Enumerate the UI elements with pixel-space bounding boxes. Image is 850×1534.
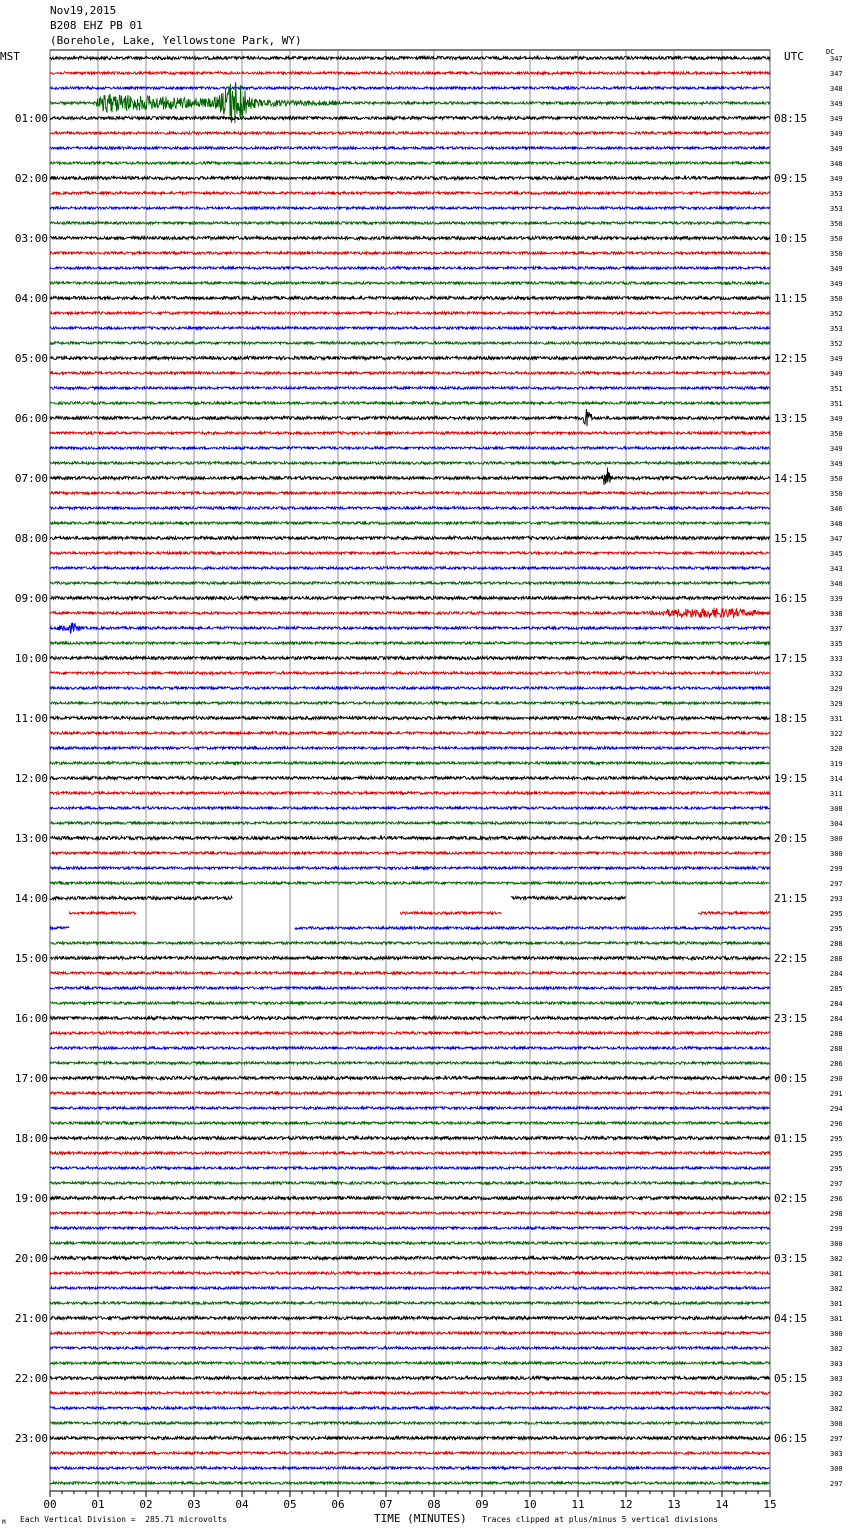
dc-offset-label: 302	[830, 1405, 843, 1413]
vertical-division-note: Each Vertical Division = 285.71 microvolts	[20, 1515, 228, 1524]
hour-label-mst: 08:00	[14, 532, 48, 545]
hour-label-utc: 11:15	[774, 292, 808, 305]
hour-label-mst: 20:00	[14, 1252, 48, 1265]
seismic-trace	[50, 1047, 770, 1050]
hour-label-utc: 17:15	[774, 652, 808, 665]
hour-label-mst: 13:00	[14, 832, 48, 845]
dc-offset-label: 340	[830, 580, 843, 588]
seismic-trace	[50, 1392, 770, 1395]
right-axis-title: UTC	[784, 50, 804, 63]
dc-offset-label: 290	[830, 1075, 843, 1083]
dc-offset-label: 299	[830, 1225, 843, 1233]
dc-offset-label: 350	[830, 430, 843, 438]
dc-offset-label: 291	[830, 1090, 843, 1098]
seismic-trace	[50, 1436, 770, 1439]
seismic-trace	[50, 507, 770, 510]
x-tick-label: 08	[427, 1498, 441, 1511]
dc-offset-label: 284	[830, 1015, 843, 1023]
hour-label-utc: 10:15	[774, 232, 808, 245]
dc-offset-label: 350	[830, 295, 843, 303]
dc-offset-label: 332	[830, 670, 843, 678]
dc-offset-label: 335	[830, 640, 843, 648]
seismic-trace	[50, 882, 770, 885]
seismic-trace	[50, 582, 770, 585]
seismic-trace	[50, 1422, 770, 1425]
dc-offset-label: 288	[830, 955, 843, 963]
dc-offset-label: 349	[830, 445, 843, 453]
dc-offset-label: 294	[830, 1105, 843, 1113]
dc-offset-label: 319	[830, 760, 843, 768]
seismic-trace	[50, 567, 770, 570]
hour-label-mst: 23:00	[14, 1432, 48, 1445]
dc-offset-label: 352	[830, 340, 843, 348]
x-tick-label: 13	[667, 1498, 681, 1511]
seismic-trace	[50, 252, 770, 255]
seismic-trace	[50, 822, 770, 825]
dc-offset-label: 303	[830, 1375, 843, 1383]
seismic-trace	[50, 72, 770, 75]
seismic-trace	[50, 1332, 770, 1335]
seismic-trace	[50, 87, 770, 90]
seismic-trace	[50, 468, 770, 485]
x-tick-label: 09	[475, 1498, 489, 1511]
seismic-trace	[50, 1272, 770, 1275]
corner-mark: M	[2, 1519, 6, 1526]
dc-offset-label: 349	[830, 355, 843, 363]
x-axis-title: TIME (MINUTES)	[374, 1512, 467, 1525]
hour-label-mst: 09:00	[14, 592, 48, 605]
hour-label-mst: 17:00	[14, 1072, 48, 1085]
hour-label-mst: 06:00	[14, 412, 48, 425]
hour-label-utc: 04:15	[774, 1312, 808, 1325]
seismic-trace	[400, 912, 501, 915]
hour-label-utc: 18:15	[774, 712, 808, 725]
dc-offset-label: 349	[830, 370, 843, 378]
dc-offset-label: 300	[830, 1420, 843, 1428]
seismic-trace	[50, 1182, 770, 1185]
dc-offset-label: 314	[830, 775, 843, 783]
seismic-trace	[50, 747, 770, 750]
header-location: (Borehole, Lake, Yellowstone Park, WY)	[50, 34, 302, 47]
dc-offset-label: 333	[830, 655, 843, 663]
hour-label-utc: 06:15	[774, 1432, 808, 1445]
dc-offset-label: 349	[830, 130, 843, 138]
dc-offset-label: 297	[830, 1480, 843, 1488]
hour-label-mst: 22:00	[14, 1372, 48, 1385]
seismic-trace	[50, 1167, 770, 1170]
dc-offset-label: 295	[830, 925, 843, 933]
seismic-trace	[50, 1242, 770, 1245]
dc-offset-label: 298	[830, 1210, 843, 1218]
dc-offset-label: 349	[830, 115, 843, 123]
dc-offset-label: 329	[830, 700, 843, 708]
dc-offset-label: 300	[830, 1330, 843, 1338]
dc-offset-label: 297	[830, 1435, 843, 1443]
dc-offset-label: 353	[830, 190, 843, 198]
dc-offset-label: 303	[830, 1360, 843, 1368]
seismic-trace	[50, 192, 770, 195]
seismic-trace	[50, 608, 770, 618]
dc-offset-label: 293	[830, 895, 843, 903]
dc-offset-label: 347	[830, 535, 843, 543]
dc-offset-label: 300	[830, 850, 843, 858]
x-tick-label: 03	[187, 1498, 201, 1511]
seismic-trace	[50, 327, 770, 330]
x-tick-label: 00	[43, 1498, 57, 1511]
seismic-trace	[50, 1016, 770, 1019]
seismic-trace	[50, 762, 770, 765]
hour-label-mst: 05:00	[14, 352, 48, 365]
seismic-trace	[50, 387, 770, 390]
dc-offset-label: 285	[830, 985, 843, 993]
x-tick-label: 06	[331, 1498, 345, 1511]
hour-label-mst: 18:00	[14, 1132, 48, 1145]
x-tick-label: 02	[139, 1498, 153, 1511]
seismic-trace	[69, 912, 136, 915]
seismic-trace	[50, 312, 770, 315]
seismic-trace	[50, 1302, 770, 1305]
seismic-trace	[50, 1212, 770, 1215]
dc-offset-label: 295	[830, 1150, 843, 1158]
x-tick-label: 11	[571, 1498, 585, 1511]
seismic-trace	[50, 972, 770, 975]
seismic-trace	[50, 1136, 770, 1139]
hour-label-mst: 15:00	[14, 952, 48, 965]
seismic-trace	[295, 927, 770, 930]
hour-label-utc: 01:15	[774, 1132, 808, 1145]
hour-label-mst: 07:00	[14, 472, 48, 485]
hour-label-mst: 12:00	[14, 772, 48, 785]
hour-label-utc: 00:15	[774, 1072, 808, 1085]
hour-label-mst: 04:00	[14, 292, 48, 305]
dc-offset-label: 295	[830, 1135, 843, 1143]
dc-offset-label: 338	[830, 610, 843, 618]
seismic-trace	[50, 687, 770, 690]
seismic-trace	[50, 1076, 770, 1079]
dc-label: DC	[826, 48, 835, 56]
dc-offset-label: 295	[830, 1165, 843, 1173]
clip-note: Traces clipped at plus/minus 5 vertical divisions	[482, 1515, 719, 1524]
seismic-trace	[50, 132, 770, 135]
header-station: B208 EHZ PB 01	[50, 19, 143, 32]
seismic-trace	[50, 987, 770, 990]
dc-offset-label: 349	[830, 145, 843, 153]
dc-offset-label: 301	[830, 1270, 843, 1278]
dc-offset-label: 350	[830, 475, 843, 483]
hour-label-mst: 01:00	[14, 112, 48, 125]
seismic-trace	[50, 372, 770, 375]
dc-offset-label: 301	[830, 1315, 843, 1323]
hour-label-utc: 05:15	[774, 1372, 808, 1385]
hour-label-mst: 02:00	[14, 172, 48, 185]
dc-offset-label: 302	[830, 1345, 843, 1353]
hour-label-utc: 19:15	[774, 772, 808, 785]
seismic-trace	[50, 1362, 770, 1365]
seismic-trace	[50, 402, 770, 405]
seismic-trace	[50, 1062, 770, 1065]
dc-offset-label: 322	[830, 730, 843, 738]
seismic-trace	[50, 852, 770, 855]
dc-offset-label: 349	[830, 265, 843, 273]
seismic-trace	[50, 716, 770, 719]
dc-offset-label: 349	[830, 280, 843, 288]
seismic-trace	[50, 222, 770, 225]
hour-label-mst: 19:00	[14, 1192, 48, 1205]
dc-offset-label: 353	[830, 325, 843, 333]
dc-offset-label: 288	[830, 1030, 843, 1038]
seismic-trace	[50, 462, 770, 465]
seismic-trace	[50, 432, 770, 435]
seismic-trace	[50, 236, 770, 239]
x-tick-label: 05	[283, 1498, 297, 1511]
seismic-trace	[50, 672, 770, 675]
dc-offset-label: 297	[830, 880, 843, 888]
dc-offset-label: 300	[830, 835, 843, 843]
seismic-trace	[698, 912, 770, 915]
seismic-trace	[50, 702, 770, 705]
dc-offset-label: 302	[830, 1390, 843, 1398]
dc-offset-label: 348	[830, 160, 843, 168]
seismic-trace	[50, 147, 770, 150]
dc-offset-label: 302	[830, 1285, 843, 1293]
seismic-trace	[50, 1347, 770, 1350]
dc-offset-label: 300	[830, 1465, 843, 1473]
seismic-trace	[50, 56, 770, 59]
dc-offset-label: 301	[830, 1300, 843, 1308]
seismic-trace	[50, 1287, 770, 1290]
seismic-trace	[50, 942, 770, 945]
seismic-trace	[50, 896, 232, 899]
dc-offset-label: 349	[830, 175, 843, 183]
dc-offset-label: 311	[830, 790, 843, 798]
seismic-trace	[50, 1376, 770, 1379]
x-tick-label: 07	[379, 1498, 393, 1511]
dc-offset-label: 337	[830, 625, 843, 633]
seismic-trace	[50, 642, 770, 645]
dc-offset-label: 300	[830, 1240, 843, 1248]
seismic-trace	[50, 116, 770, 119]
seismic-trace	[50, 1482, 770, 1485]
seismic-trace	[50, 447, 770, 450]
dc-offset-label: 348	[830, 85, 843, 93]
hour-label-utc: 08:15	[774, 112, 808, 125]
hour-label-mst: 16:00	[14, 1012, 48, 1025]
dc-offset-label: 284	[830, 1000, 843, 1008]
hour-label-mst: 21:00	[14, 1312, 48, 1325]
hour-label-utc: 02:15	[774, 1192, 808, 1205]
hour-label-utc: 13:15	[774, 412, 808, 425]
seismic-trace	[50, 1152, 770, 1155]
dc-offset-label: 296	[830, 1120, 843, 1128]
dc-offset-label: 304	[830, 820, 843, 828]
hour-label-mst: 03:00	[14, 232, 48, 245]
dc-offset-label: 349	[830, 415, 843, 423]
seismic-trace	[50, 596, 770, 599]
seismic-trace	[50, 807, 770, 810]
hour-label-utc: 16:15	[774, 592, 808, 605]
dc-offset-label: 302	[830, 1255, 843, 1263]
hour-label-utc: 14:15	[774, 472, 808, 485]
dc-offset-label: 308	[830, 805, 843, 813]
dc-offset-label: 303	[830, 1450, 843, 1458]
seismic-trace	[50, 1032, 770, 1035]
x-tick-label: 14	[715, 1498, 729, 1511]
dc-offset-label: 350	[830, 235, 843, 243]
dc-offset-label: 286	[830, 1060, 843, 1068]
header-date: Nov19,2015	[50, 4, 117, 17]
dc-offset-label: 339	[830, 595, 843, 603]
dc-offset-label: 350	[830, 250, 843, 258]
seismic-trace	[50, 1002, 770, 1005]
hour-label-mst: 14:00	[14, 892, 48, 905]
left-axis-title: MST	[0, 50, 20, 63]
x-tick-label: 04	[235, 1498, 249, 1511]
x-tick-label: 12	[619, 1498, 633, 1511]
seismic-trace	[50, 1107, 770, 1110]
dc-offset-label: 343	[830, 565, 843, 573]
seismic-trace	[50, 176, 770, 179]
seismic-trace	[511, 896, 626, 899]
x-tick-label: 01	[91, 1498, 105, 1511]
seismic-trace	[50, 836, 770, 839]
seismic-trace	[50, 1227, 770, 1230]
hour-label-utc: 20:15	[774, 832, 808, 845]
seismic-trace	[50, 342, 770, 345]
seismic-trace	[50, 623, 770, 633]
seismic-trace	[50, 927, 69, 930]
seismic-trace	[50, 162, 770, 165]
seismic-trace	[50, 536, 770, 539]
dc-offset-label: 351	[830, 400, 843, 408]
dc-offset-label: 353	[830, 205, 843, 213]
dc-offset-label: 350	[830, 490, 843, 498]
seismic-trace	[50, 732, 770, 735]
dc-offset-label: 296	[830, 1195, 843, 1203]
hour-label-utc: 09:15	[774, 172, 808, 185]
dc-offset-label: 345	[830, 550, 843, 558]
seismic-trace	[50, 1196, 770, 1199]
dc-offset-label: 348	[830, 520, 843, 528]
dc-offset-label: 349	[830, 460, 843, 468]
seismic-trace	[50, 956, 770, 959]
dc-offset-label: 329	[830, 685, 843, 693]
dc-offset-label: 284	[830, 970, 843, 978]
seismic-trace	[50, 282, 770, 285]
dc-offset-label: 299	[830, 865, 843, 873]
seismic-trace	[50, 492, 770, 495]
seismic-trace	[50, 1256, 770, 1259]
hour-label-utc: 03:15	[774, 1252, 808, 1265]
dc-offset-label: 352	[830, 310, 843, 318]
dc-offset-label: 288	[830, 1045, 843, 1053]
hour-label-mst: 10:00	[14, 652, 48, 665]
seismic-trace	[50, 656, 770, 659]
hour-label-utc: 15:15	[774, 532, 808, 545]
dc-offset-label: 351	[830, 385, 843, 393]
x-tick-label: 10	[523, 1498, 537, 1511]
seismic-trace	[50, 1467, 770, 1470]
seismic-trace	[50, 522, 770, 525]
hour-label-mst: 11:00	[14, 712, 48, 725]
dc-offset-label: 288	[830, 940, 843, 948]
dc-offset-label: 331	[830, 715, 843, 723]
seismic-trace	[50, 552, 770, 555]
x-tick-label: 15	[763, 1498, 777, 1511]
dc-offset-label: 346	[830, 505, 843, 513]
seismic-trace	[50, 267, 770, 270]
seismic-trace	[50, 1316, 770, 1319]
hour-label-utc: 21:15	[774, 892, 808, 905]
seismic-trace	[50, 1122, 770, 1125]
dc-offset-label: 347	[830, 70, 843, 78]
seismic-trace	[50, 207, 770, 210]
dc-offset-label: 350	[830, 220, 843, 228]
seismic-trace	[50, 296, 770, 299]
seismic-trace	[50, 792, 770, 795]
dc-offset-label: 295	[830, 910, 843, 918]
seismic-trace	[50, 867, 770, 870]
seismic-trace	[50, 1407, 770, 1410]
hour-label-utc: 22:15	[774, 952, 808, 965]
hour-label-utc: 23:15	[774, 1012, 808, 1025]
seismic-trace	[50, 409, 770, 426]
dc-offset-label: 347	[830, 55, 843, 63]
hour-label-utc: 12:15	[774, 352, 808, 365]
seismic-trace	[50, 1452, 770, 1455]
seismic-trace	[50, 776, 770, 779]
dc-offset-label: 297	[830, 1180, 843, 1188]
seismic-trace	[50, 356, 770, 359]
dc-offset-label: 349	[830, 100, 843, 108]
dc-offset-label: 320	[830, 745, 843, 753]
seismic-trace	[50, 1092, 770, 1095]
